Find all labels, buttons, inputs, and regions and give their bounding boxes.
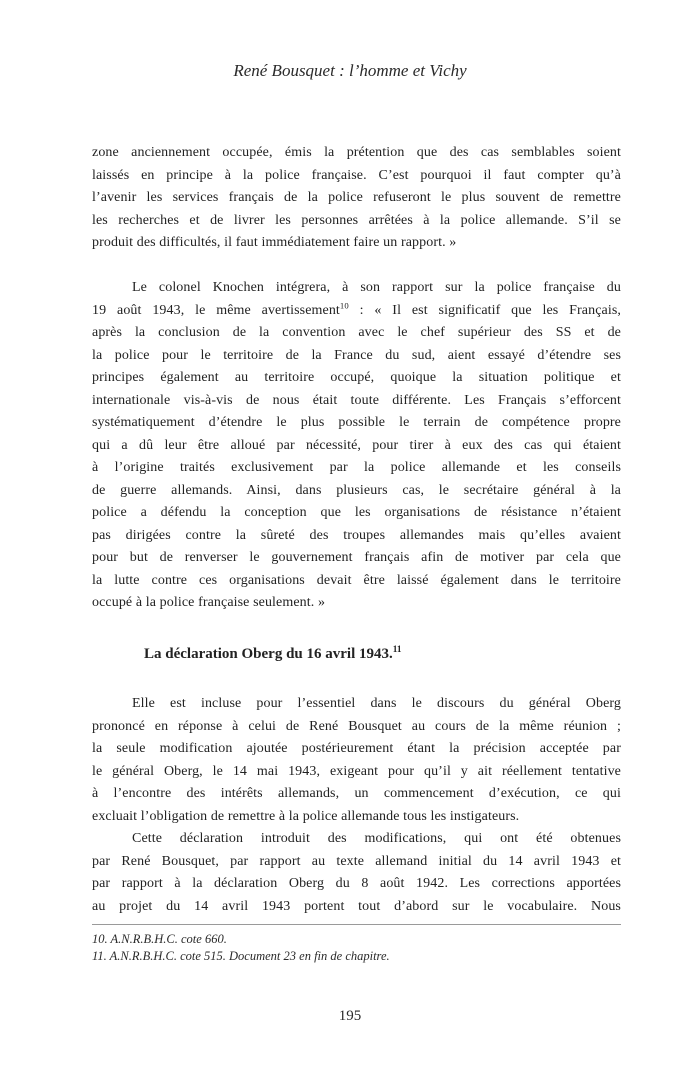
footnote-rule [92,924,621,925]
text-line: après la conclusion de la convention avec le chef supérieur des SS et de [92,325,621,340]
paragraph [92,828,621,918]
text-line: qui a dû leur être alloué par nécessité, pour tirer à eux des cas qui étaient [92,437,621,453]
text-line: au projet du 14 avril 1943 portent tout d’abord sur le vocabulaire. Nous [92,898,621,914]
text-line: de guerre allemands. Ainsi, dans plusieurs cas, le secrétaire général à la [92,482,621,498]
paragraph [92,142,621,255]
footnote-ref: 10 [339,299,349,310]
text-line: zone anciennement occupée, émis la prétention que des cas semblables soient [92,145,621,160]
text-line: police a défendu la conception que les organisations de résistance n’étaient [92,505,621,520]
footnote: 11. A.N.R.B.H.C. cote 515. Document 23 en fin de chapitre. [92,949,390,963]
text-line: occupé à la police française seulement. » [92,595,326,610]
section-heading: La déclaration Oberg du 16 avril 1943.11 [144,644,402,662]
page-body [92,142,621,918]
footnote-ref: 11 [392,644,402,655]
text-line: pour but de renverser le gouvernement français afin de motiver par cela que [92,550,621,565]
text-line: Le colonel Knochen intégrera, à son rapport sur la police française du [132,280,621,295]
footnote-list [92,931,621,965]
text-line: la seule modification ajoutée postérieurement étant la précision acceptée par [92,741,621,756]
text-line: l’avenir les services français de la police refuseront le plus souvent de remettre [92,190,621,205]
text-line: produit des difficultés, il faut immédiatement faire un rapport. » [92,235,457,250]
text-line: à l’encontre des intérêts allemands, un commencement d’exécution, ce qui [92,786,621,801]
text-line: à l’origine traités exclusivement par la police allemande et les conseils [92,460,621,475]
text-line: la police pour le territoire de la France du sud, aient essayé d’étendre ses [92,347,621,363]
running-header: René Bousquet : l’homme et Vichy [233,61,467,80]
paragraph [92,693,621,828]
text-line: la lutte contre ces organisations devait être laissé également dans le territoire [92,572,621,588]
text-line: Elle est incluse pour l’essentiel dans le discours du général Oberg [132,696,621,711]
text-line: internationale vis-à-vis de nous était toute différente. Les Français s’efforcent [92,392,621,408]
page-number: 195 [338,1008,362,1024]
text-line: 19 août 1943, le même avertissement$^{10}$ : « Il est significatif que les Français, [92,299,621,318]
footnote-section [92,924,621,965]
text-line: systématiquement d’étendre le plus possible le terrain de compétence propre [92,415,621,430]
text-line: Cette déclaration introduit des modifications, qui ont été obtenues [132,831,621,846]
footnote: 10. A.N.R.B.H.C. cote 660. [92,932,227,946]
text-line: excluait l’obligation de remettre à la police allemande tous les instigateurs. [92,808,520,824]
text-line: les recherches et de livrer les personnes arrêtées à la police allemande. S’il se [92,212,621,228]
text-line: le général Oberg, le 14 mai 1943, exigeant pour qu’il y ait réellement tentative [92,763,621,779]
paragraph [92,277,621,615]
text-line: pas dirigées contre la sûreté des troupes allemandes mais qu’elles avaient [92,527,621,543]
text-line: par René Bousquet, par rapport au texte allemand initial du 14 avril 1943 et [92,853,621,869]
text-line: prononcé en réponse à celui de René Bousquet au cours de la même réunion ; [92,718,621,734]
text-line: laissés en principe à la police française. C’est pourquoi il faut compter qu’à [92,167,621,183]
text-line: par rapport à la déclaration Oberg du 8 août 1942. Les corrections apportées [92,876,621,891]
text-line: principes également au territoire occupé, quoique la situation politique et [92,370,621,385]
